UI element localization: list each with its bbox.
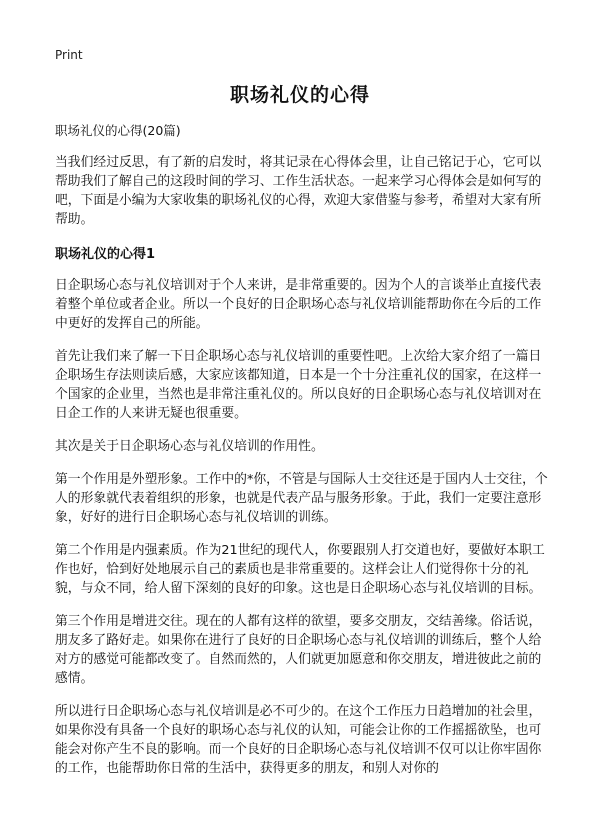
body-paragraph: 所以进行日企职场心态与礼仪培训是必不可少的。在这个工作压力日趋增加的社会里，如果你没有具备一个良好的职场心态与礼仪的认知，可能会让你的工作摇摇欲坠，也可能会对你产生不良的影响。而一个良好的日企职场心态与礼仪培训不仅可以让你牢固你的工作，也能帮助你日常的生活中，获得更多的朋友，和别人对你的 <box>55 704 542 776</box>
document-subtitle: 职场礼仪的心得(20篇) <box>55 123 181 138</box>
body-paragraph: 第一个作用是外塑形象。工作中的*你，不管是与国际人士交往还是于国内人士交往，个人的形象就代表着组织的形象，也就是代表产品与服务形象。于此，我们一定要注意形象，好好的进行日企职场心态与礼仪培训的训练。 <box>55 472 548 525</box>
body-paragraph: 首先让我们来了解一下日企职场心态与礼仪培训的重要性吧。上次给大家介绍了一篇日企职场生存法则读后感，大家应该都知道，日本是一个十分注重礼仪的国家，在这样一个国家的企业里，当然也是非常注重礼仪的。所以良好的日企职场心态与礼仪培训对在日企工作的人来讲无疑也很重要。 <box>55 349 542 421</box>
body-paragraph: 第三个作用是增进交往。现在的人都有这样的欲望，要多交朋友，交结善缘。俗话说，朋友多了路好走。如果你在进行了良好的日企职场心态与礼仪培训的训练后，整个人给对方的感觉可能都改变了。自然而然的，人们就更加愿意和你交朋友，增进彼此之前的感情。 <box>55 614 542 686</box>
section-heading: 职场礼仪的心得1 <box>55 247 156 262</box>
print-link[interactable]: Print <box>55 48 83 62</box>
document-title: 职场礼仪的心得 <box>229 84 370 106</box>
body-paragraph: 第二个作用是内强素质。作为21世纪的现代人，你要跟别人打交道也好，要做好本职工作也好，恰到好处地展示自己的素质也是非常重要的。这样会让人们觉得你十分的礼貌，与众不同，给人留下深刻的良好的印象。这也是日企职场心态与礼仪培训的目标。 <box>55 543 545 596</box>
intro-paragraph: 当我们经过反思，有了新的启发时，将其记录在心得体会里，让自己铭记于心，它可以帮助我们了解自己的这段时间的学习、工作生活状态。一起来学习心得体会是如何写的吧，下面是小编为大家收集的职场礼仪的心得，欢迎大家借鉴与参考，希望对大家有所帮助。 <box>55 155 542 227</box>
body-paragraph: 其次是关于日企职场心态与礼仪培训的作用性。 <box>55 439 324 454</box>
body-paragraph: 日企职场心态与礼仪培训对于个人来讲，是非常重要的。因为个人的言谈举止直接代表着整个单位或者企业。所以一个良好的日企职场心态与礼仪培训能帮助你在今后的工作中更好的发挥自己的所能。 <box>55 278 542 331</box>
document-body <box>55 121 550 792</box>
